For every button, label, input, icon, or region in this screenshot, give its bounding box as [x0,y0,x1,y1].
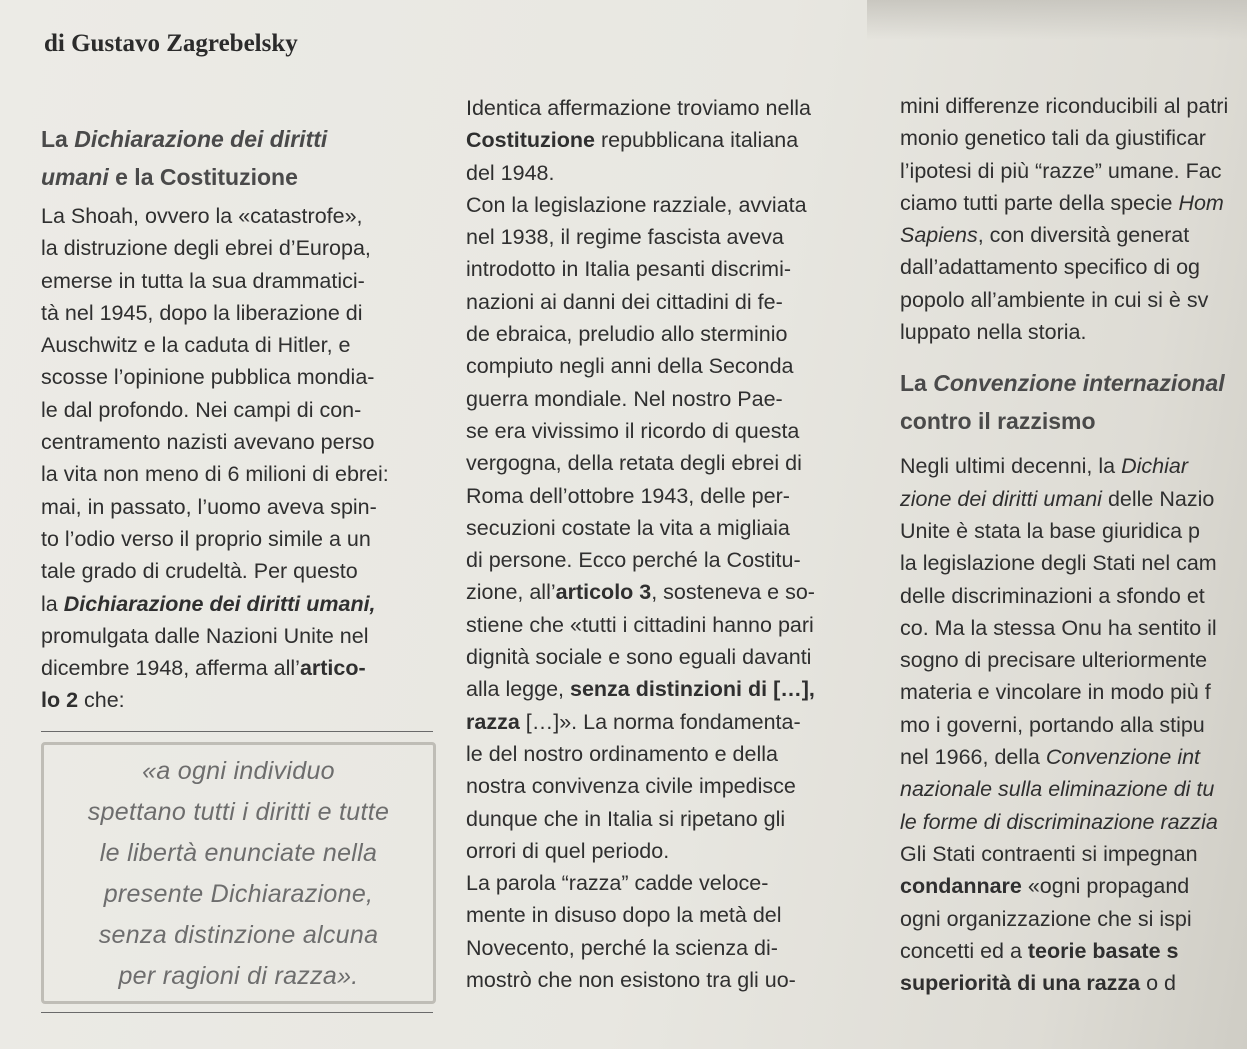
text-line [900,967,1247,999]
text-fragment-bold-italic: Dichiarazione dei diritti umani, [63,591,376,616]
text-line: vergogna, della retata degli ebrei di [466,451,802,476]
text-line: del 1948. [466,160,555,185]
text-line: la distruzione degli ebrei d’Europa, [41,236,371,261]
text-fragment: […]». La norma fondamenta- [519,709,801,734]
text-fragment: dicembre 1948, afferma all’ [41,656,300,681]
text-fragment-bold: artico- [299,656,366,681]
text-line: Novecento, perché la scienza di- [466,935,778,960]
text-fragment: zione, all’ [466,580,556,605]
text-line: mini differenze riconducibili al patri [900,94,1229,118]
text-fragment-italic: Convenzione int [1045,745,1201,770]
section-heading-dichiarazione [41,120,436,196]
text-line: secuzioni costate la vita a migliaia [466,515,790,540]
text-line: nel 1938, il regime fascista aveva [466,225,784,250]
heading-text: contro il razzismo [900,408,1096,435]
text-fragment-bold: senza distinzioni di […], [570,677,815,702]
text-line [466,576,866,608]
text-fragment: che: [78,688,125,713]
text-fragment-italic: zione dei diritti umani [900,486,1102,511]
text-fragment: , sosteneva e so- [651,580,815,605]
text-fragment: la [41,591,64,616]
paragraph-shoah [41,200,436,717]
text-line [900,935,1247,967]
text-line: delle discriminazioni a sfondo et [900,583,1205,608]
text-line [900,741,1247,773]
text-line: introdotto in Italia pesanti discrimi- [466,257,792,282]
text-line: La parola “razza” cadde veloce- [466,871,769,896]
quote-line: presente Dichiarazione, [103,879,374,908]
text-fragment: delle Nazio [1101,486,1215,511]
text-line: mo i governi, portando alla stipu [900,712,1205,737]
text-fragment: ciamo tutti parte della specie [900,190,1179,215]
text-line: compiuto negli anni della Seconda [466,354,794,379]
text-line: promulgata dalle Nazioni Unite nel [41,623,369,648]
text-line: di persone. Ecco perché la Costitu- [466,548,801,573]
text-line: le dal profondo. Nei campi di con- [41,397,362,422]
text-line: Unite è stata la base giuridica p [900,518,1200,543]
quote-top-rule [41,731,433,732]
text-line: stiene che «tutti i cittadini hanno pari [466,612,814,637]
text-line [466,706,866,738]
text-line: ogni organizzazione che si ispi [900,906,1192,931]
text-fragment: nel 1966, della [900,745,1046,770]
text-line: co. Ma la stessa Onu ha sentito il [900,615,1217,640]
quote-line: le libertà enunciate nella [99,838,378,867]
text-line: Roma dell’ottobre 1943, delle per- [466,483,790,508]
text-line [900,483,1247,515]
text-line: mostrò che non esistono tra gli uo- [466,968,796,993]
quote-line: spettano tutti i diritti e tutte [87,797,390,826]
text-line: nostra convivenza civile impedisce [466,774,796,799]
heading-italic-text: Dichiarazione dei diritti [74,126,328,152]
section-heading-convenzione [900,364,1247,440]
quote-line: «a ogni individuo [142,756,335,785]
text-line: l’ipotesi di più “razze” umane. Fac [900,158,1222,183]
text-fragment: alla legge, [466,677,570,702]
text-line-italic: le forme di discriminazione razzia [900,809,1218,834]
column-right [900,90,1247,999]
quote-line: per ragioni di razza». [118,961,359,990]
paragraph-genetica [900,90,1247,348]
text-line: dignità sociale e sono eguali davanti [466,645,812,670]
paragraph-convenzione [900,450,1247,999]
text-fragment-bold: teorie basate s [1027,938,1179,963]
text-fragment: Negli ultimi decenni, la [900,454,1122,479]
text-line [41,684,436,716]
text-line: Auschwitz e la caduta di Hitler, e [41,333,351,358]
page-curl-shadow [867,0,1247,40]
author-byline: di Gustavo Zagrebelsky [44,30,298,57]
text-line: le del nostro ordinamento e della [466,741,778,766]
text-line: mai, in passato, l’uomo aveva spin- [41,494,377,519]
text-line: Identica affermazione troviamo nella [466,96,811,120]
text-fragment-bold: Costituzione [466,128,595,153]
quote-box [41,742,436,1004]
text-line [466,673,866,705]
text-fragment-bold: articolo 3 [555,580,652,605]
text-fragment-italic: Hom [1178,190,1224,215]
text-line [466,124,866,156]
text-fragment: , con diversità generat [977,223,1190,248]
text-line: la vita non meno di 6 milioni di ebrei: [41,462,389,487]
text-line: luppato nella storia. [900,320,1087,345]
text-line: la legislazione degli Stati nel cam [900,551,1217,576]
text-line [900,870,1247,902]
text-fragment-bold: lo 2 [41,688,79,713]
text-line: Con la legislazione razziale, avviata [466,192,807,217]
text-line: sogno di precisare ulteriormente [900,648,1208,673]
heading-italic-text: Convenzione internazional [933,370,1225,397]
text-fragment: «ogni propagand [1021,874,1190,899]
column-middle [466,92,866,996]
text-line: nazioni ai danni dei cittadini di fe- [466,289,783,314]
text-line: tale grado di crudeltà. Per questo [41,559,358,584]
text-line: de ebraica, preludio allo sterminio [466,322,788,347]
spacer [900,440,1247,450]
heading-italic-text: umani [41,164,109,190]
text-line: orrori di quel periodo. [466,838,670,863]
heading-text: La [41,126,75,152]
text-line [900,187,1247,219]
text-line: tà nel 1945, dopo la liberazione di [41,300,363,325]
text-line: monio genetico tali da giustificar [900,126,1206,151]
quote-bottom-rule [41,1012,433,1013]
text-line [41,652,436,684]
text-line: materia e vincolare in modo più f [900,680,1211,705]
text-line: popolo all’ambiente in cui si è sv [900,287,1209,312]
text-fragment: repubblicana italiana [595,128,799,153]
text-line: centramento nazisti avevano perso [41,430,375,455]
text-fragment: o d [1140,971,1177,996]
text-line: dall’adattamento specifico di og [900,255,1200,280]
text-fragment-bold: condannare [900,874,1022,899]
text-line [900,219,1247,251]
text-line: se era vivissimo il ricordo di questa [466,418,800,443]
text-line: to l’odio verso il proprio simile a un [41,526,371,551]
quote-line: senza distinzione alcuna [98,920,379,949]
text-line: scosse l’opinione pubblica mondia- [41,365,375,390]
text-line: Gli Stati contraenti si impegnan [900,841,1198,866]
text-fragment-italic: Sapiens [900,223,978,248]
text-line: guerra mondiale. Nel nostro Pae- [466,386,783,411]
text-line-italic: nazionale sulla eliminazione di tu [900,777,1215,802]
heading-text: e la Costituzione [108,164,298,190]
text-line: dunque che in Italia si ripetano gli [466,806,786,831]
text-line: emerse in tutta la sua drammatici- [41,268,365,293]
text-fragment-bold: superiorità di una razza [900,971,1141,996]
column-left [41,120,436,1013]
text-fragment-italic: Dichiar [1121,454,1188,479]
text-line: La Shoah, ovvero la «catastrofe», [41,204,363,228]
text-fragment-bold: razza [466,709,520,734]
paragraph-costituzione [466,92,866,996]
text-line [41,588,436,620]
text-line: mente in disuso dopo la metà del [466,903,782,928]
text-fragment: concetti ed a [900,938,1028,963]
heading-text: La [900,370,934,397]
text-line [900,450,1247,482]
